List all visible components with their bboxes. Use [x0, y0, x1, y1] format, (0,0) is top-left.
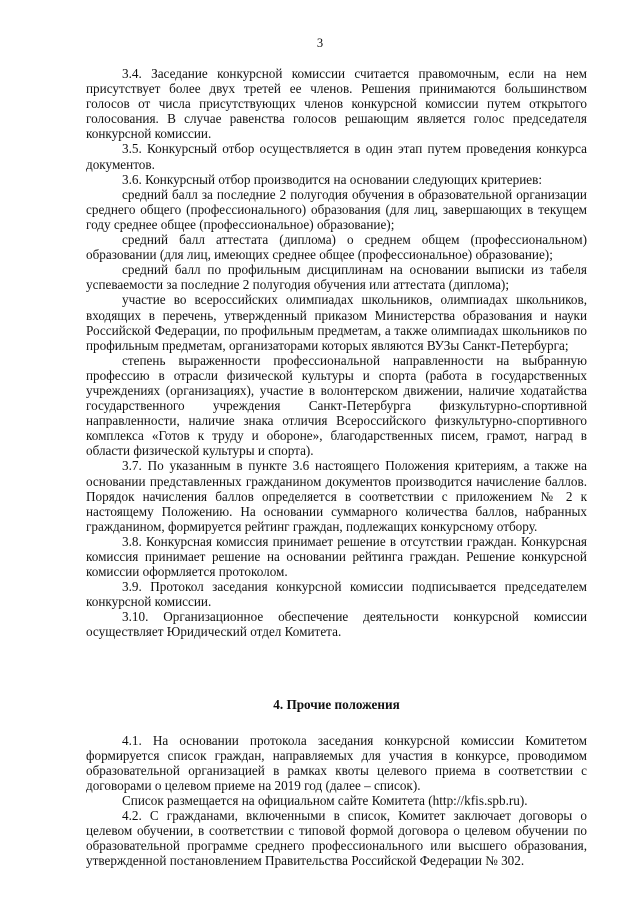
paragraph-website: Список размещается на официальном сайте Комитета (http://kfis.spb.ru).: [122, 793, 528, 809]
criterion-item: средний балл за последние 2 полугодия обучения в образовательной организации среднего общего (профессионального) образования (для лиц, завершающих в текущем году среднее общее (профессиональное) образование);: [86, 186, 587, 232]
paragraph-4-1: 4.1. На основании протокола заседания конкурсной комиссии Комитетом формируется список граждан, направляемых для участия в конкурсе, проводимом образовательной организацией в рамках квоты целевого приема в соответствии с договорами о целевом приеме на 2019 год (далее – список).: [86, 732, 587, 793]
paragraph-3-6: 3.6. Конкурсный отбор производится на основании следующих критериев:: [122, 171, 542, 187]
paragraph-4-2: 4.2. С гражданами, включенными в список, Комитет заключает договоры о целевом обучении, в соответствии с типовой формой договора о целевом обучении по образовательной программе среднего профессионального или высшего образования, утвержденной постановлением Правительства Российской Федерации № 302.: [86, 808, 587, 869]
paragraph-3-10: 3.10. Организационное обеспечение деятельности конкурсной комиссии осуществляет Юридический отдел Комитета.: [86, 609, 587, 640]
paragraph-3-9: 3.9. Протокол заседания конкурсной комиссии подписывается председателем конкурсной комиссии.: [86, 579, 587, 610]
criterion-item: средний балл аттестата (диплома) о среднем общем (профессиональном) образовании (для лиц, имеющих среднее общее (профессиональное) образование);: [86, 232, 587, 263]
paragraph-3-8: 3.8. Конкурсная комиссия принимает решение в отсутствии граждан. Конкурсная комиссия принимает решение на основании рейтинга граждан. Решение конкурсной комиссии оформляется протоколом.: [86, 533, 587, 580]
section-spacer: [86, 640, 587, 697]
paragraph-3-7: 3.7. По указанным в пункте 3.6 настоящего Положения критериям, а также на основании представленных гражданином документов производится начисление баллов. Порядок начисления баллов определяется в соответствии с приложением № 2 к настоящему Положению. На основании суммарного количества баллов, набранных гражданином, формируется рейтинг граждан, подлежащих конкурсному отбору.: [86, 458, 587, 534]
page-number: 3: [316, 36, 324, 50]
criterion-item: средний балл по профильным дисциплинам на основании выписки из табеля успеваемости за последние 2 полугодия обучения или аттестата (диплома);: [86, 262, 587, 293]
section-title: 4. Прочие положения: [273, 696, 400, 712]
document-body: [86, 66, 587, 869]
criterion-item: участие во всероссийских олимпиадах школьников, олимпиадах школьников, входящих в перечень, утвержденный приказом Министерства образования и науки Российской Федерации, по профильным предметам, а также олимпиадах школьников по профильным предметам, организаторами которых являются ВУЗы Санкт-Петербурга;: [86, 292, 587, 353]
paragraph-3-4: 3.4. Заседание конкурсной комиссии считается правомочным, если на нем присутствует более двух третей ее членов. Решения принимаются большинством голосов от числа присутствующих членов конкурсной комиссии путем открытого голосования. В случае равенства голосов решающим является голос председателя конкурсной комиссии.: [86, 66, 587, 142]
section-spacer: [86, 712, 587, 733]
criterion-item: степень выраженности профессиональной направленности на выбранную профессию в отрасли физической культуры и спорта (работа в государственных учреждениях (организациях), участие в волонтерском движении, наличие ходатайства государственного учреждения Санкт-Петербурга физкультурно-спортивной направленности, наличие знака отличия Всероссийского физкультурно-спортивного комплекса «Готов к труду и обороне», благодарственных писем, грамот, наград в области физической культуры и спорта).: [86, 352, 587, 459]
paragraph-3-5: 3.5. Конкурсный отбор осуществляется в один этап путем проведения конкурса документов.: [86, 141, 587, 172]
